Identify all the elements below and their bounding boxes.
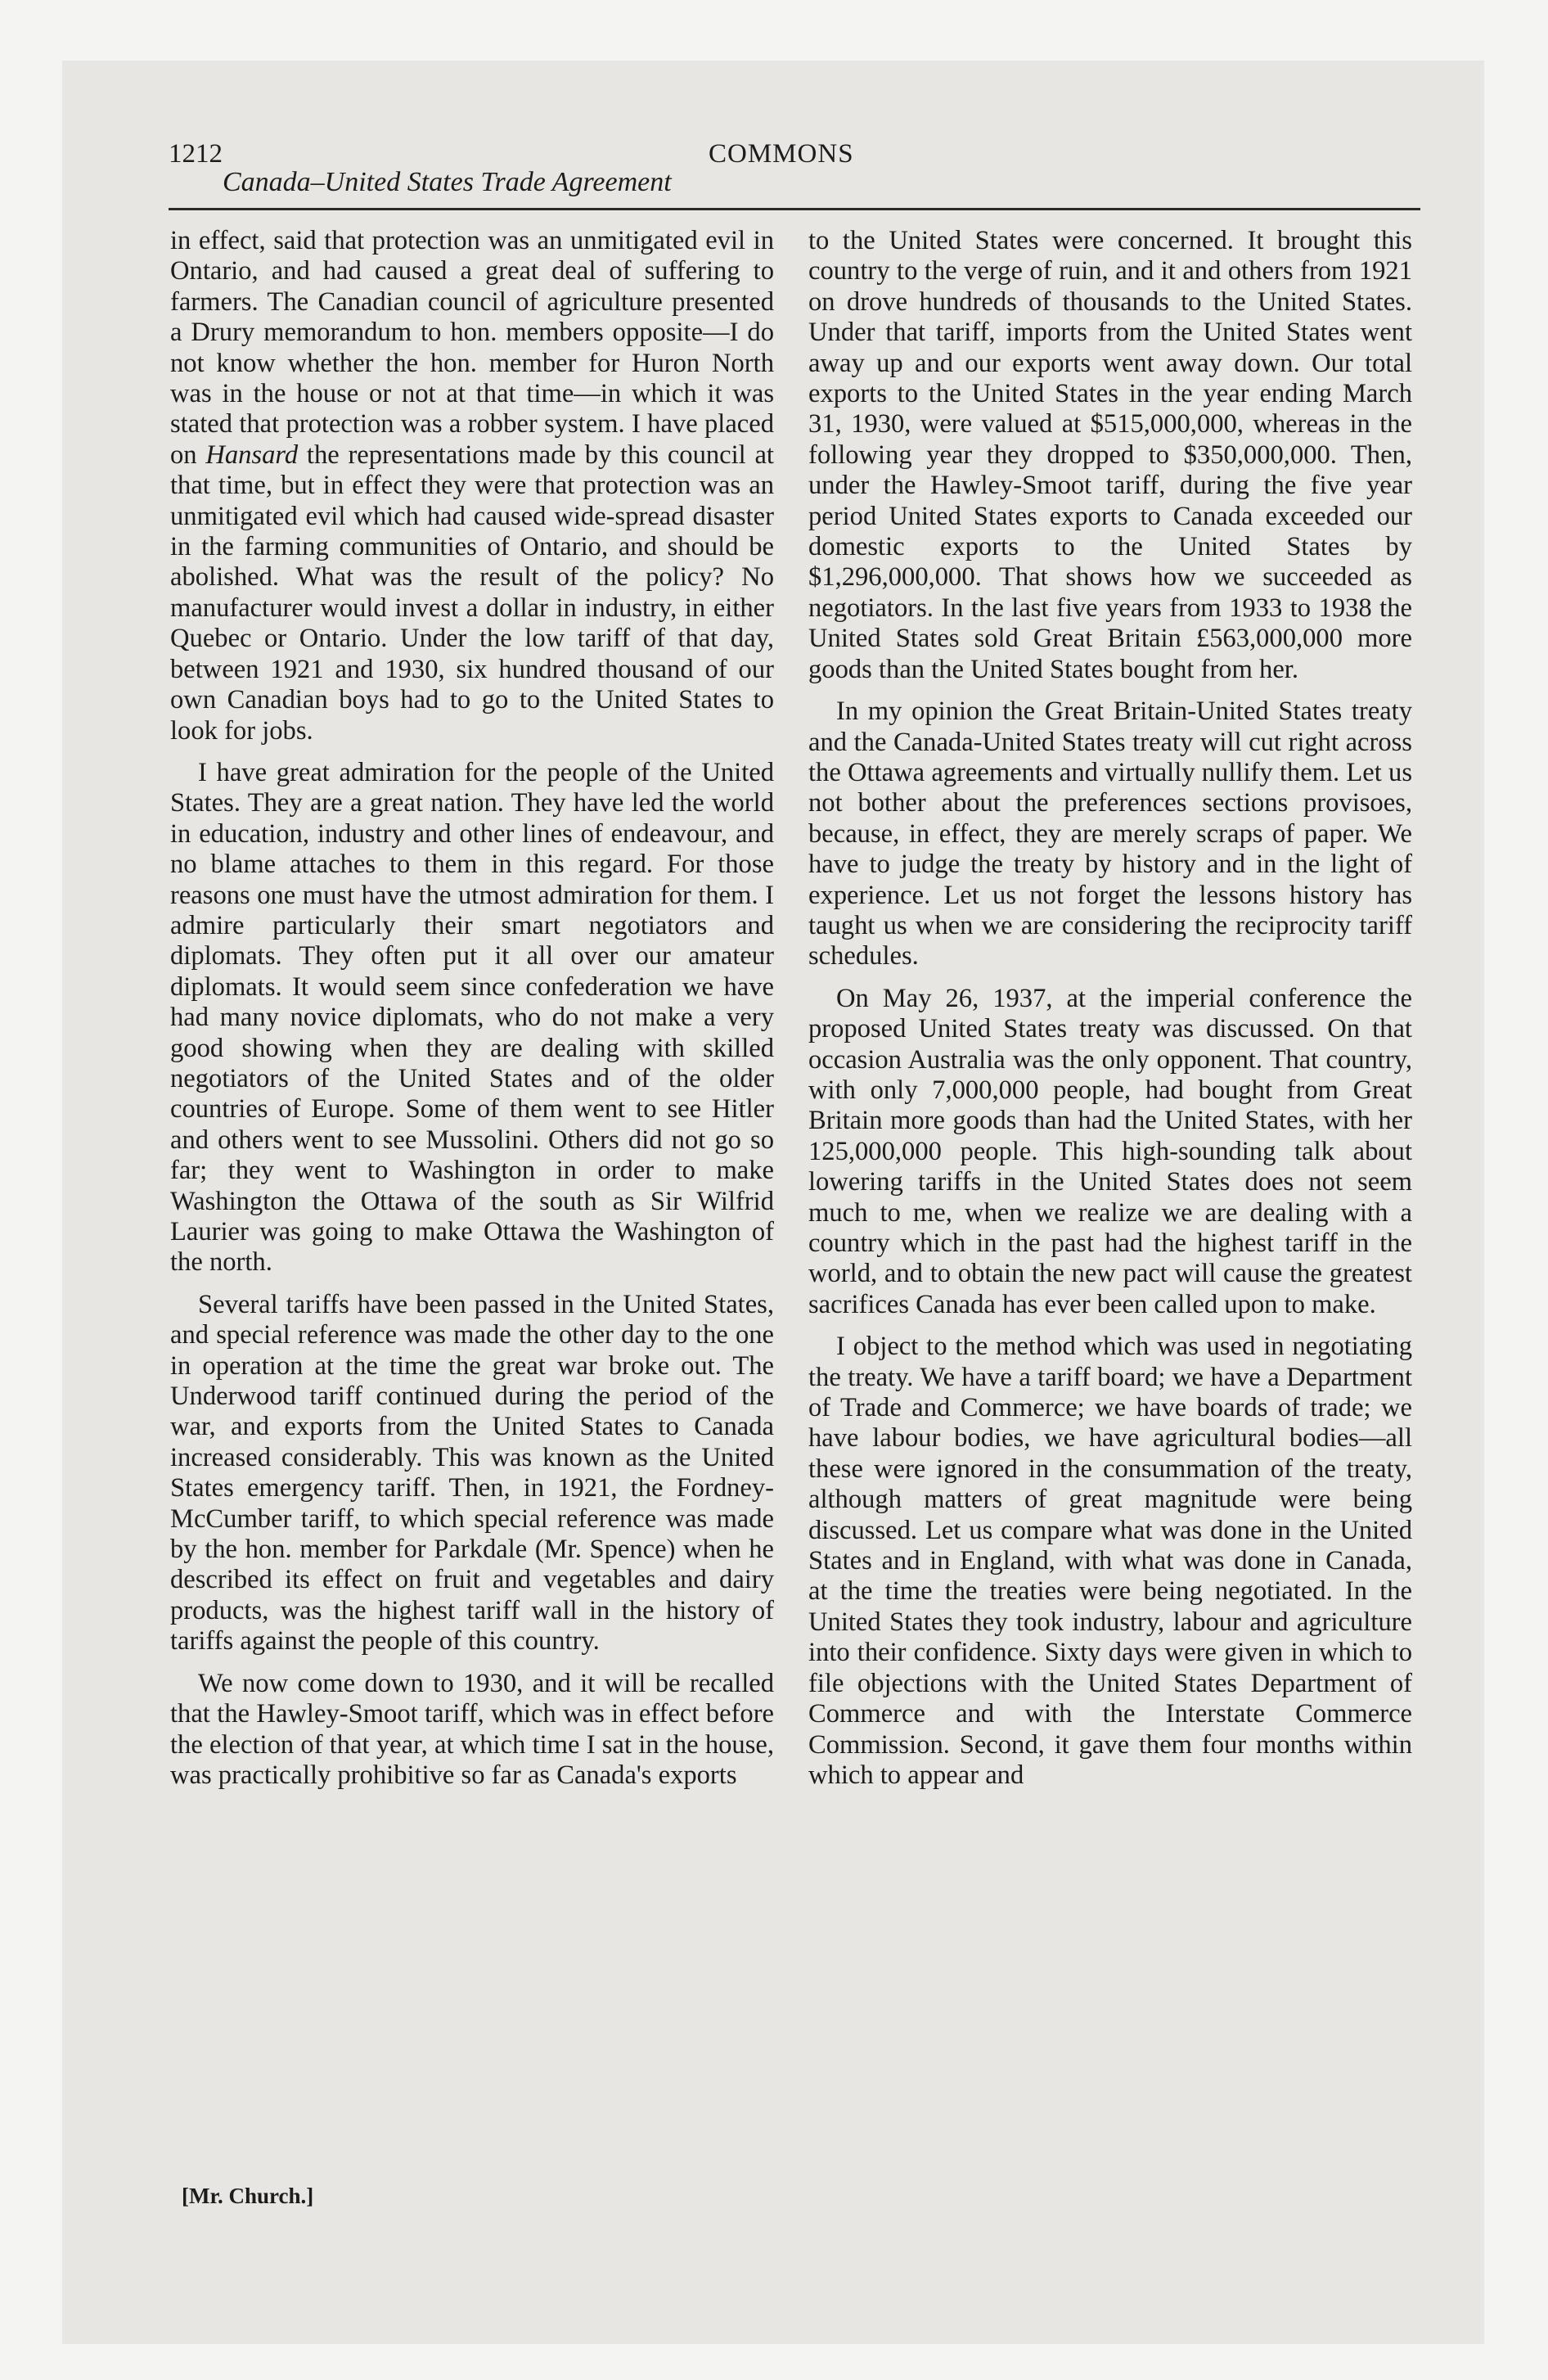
header-divider bbox=[169, 208, 1420, 210]
journal-title: COMMONS bbox=[709, 139, 854, 169]
paragraph: We now come down to 1930, and it will be recalled that the Hawley-Smoot tariff, which was in effect before the election of that year, at which time I sat in the house, was practically prohibitive so far as Canada's exports bbox=[170, 1668, 774, 1790]
paragraph: In my opinion the Great Britain-United States treaty and the Canada-United States treaty will cut right across the Ottawa agreements and virtually nullify them. Let us not bother about the preferences sections provisoes, because, in effect, they are merely scraps of paper. We have to judge the treaty by history and in the light of experience. Let us not forget the lessons history has taught us when we are considering the reciprocity tariff schedules. bbox=[808, 696, 1412, 971]
paragraph: Several tariffs have been passed in the United States, and special reference was made the other day to the one in operation at the time the great war broke out. The Underwood tariff continued during the period of the war, and exports from the United States to Canada increased considerably. This was known as the United States emergency tariff. Then, in 1921, the Fordney-McCumber tariff, to which special reference was made by the hon. member for Parkdale (Mr. Spence) when he described its effect on fruit and vegetables and dairy products, was the highest tariff wall in the history of tariffs against the people of this country. bbox=[170, 1289, 774, 1657]
paragraph: to the United States were concerned. It brought this country to the verge of ruin, and it and others from 1921 on drove hundreds of thousands to the United States. Under that tariff, imports from the United States went away up and our exports went away down. Our total exports to the United States in the year ending March 31, 1930, were valued at $515,000,000, whereas in the following year they dropped to $350,000,000. Then, under the Hawley-Smoot tariff, during the five year period United States exports to Canada exceeded our domestic exports to the United States by $1,296,000,000. That shows how we succeeded as negotiators. In the last five years from 1933 to 1938 the United States sold Great Britain £563,000,000 more goods than the United States bought from her. bbox=[808, 226, 1412, 684]
paragraph: in effect, said that protection was an unmitigated evil in Ontario, and had caused a great deal of suffering to farmers. The Canadian council of agriculture presented a Drury memorandum to hon. members opposite—I do not know whether the hon. member for Huron North was in the house or not at that time—in which it was stated that protection was a robber system. I have placed on Hansard the representations made by this council at that time, but in effect they were that protection was an unmitigated evil which had caused wide-spread disaster in the farming communities of Ontario, and should be abolished. What was the result of the policy? No manufacturer would invest a dollar in industry, in either Quebec or Ontario. Under the low tariff of that day, between 1921 and 1930, six hundred thousand of our own Canadian boys had to go to the United States to look for jobs. bbox=[170, 226, 774, 746]
paragraph: I have great admiration for the people of the United States. They are a great nation. They have led the world in education, industry and other lines of endeavour, and no blame attaches to them in this regard. For those reasons one must have the utmost admiration for them. I admire particularly their smart negotiators and diplomats. They often put it all over our amateur diplomats. It would seem since confederation we have had many novice diplomats, who do not make a very good showing when they are dealing with skilled negotiators of the United States and of the older countries of Europe. Some of them went to see Hitler and others went to see Mussolini. Others did not go so far; they went to Washington in order to make Washington the Ottawa of the south as Sir Wilfrid Laurier was going to make Ottawa the Washington of the north. bbox=[170, 757, 774, 1278]
section-title: Canada–United States Trade Agreement bbox=[223, 167, 672, 197]
paragraph: I object to the method which was used in negotiating the treaty. We have a tariff board; we have a Department of Trade and Commerce; we have boards of trade; we have labour bodies, we have agricultural bodies—all these were ignored in the consummation of the treaty, although matters of great magnitude were being discussed. Let us compare what was done in the United States and in England, with what was done in Canada, at the time the treaties were being negotiated. In the United States they took industry, labour and agriculture into their confidence. Sixty days were given in which to file objections with the United States Department of Commerce and with the Interstate Commerce Commission. Second, it gave them four months within which to appear and bbox=[808, 1332, 1412, 1790]
speaker-footer: [Mr. Church.] bbox=[182, 2184, 314, 2208]
left-column bbox=[170, 226, 774, 1802]
right-column bbox=[808, 226, 1412, 1802]
page-number: 1212 bbox=[169, 139, 223, 169]
paragraph: On May 26, 1937, at the imperial conference the proposed United States treaty was discussed. On that occasion Australia was the only opponent. That country, with only 7,000,000 people, had bought from Great Britain more goods than had the United States, with her 125,000,000 people. This high-sounding talk about lowering tariffs in the United States does not seem much to me, when we realize we are dealing with a country which in the past had the highest tariff in the world, and to obtain the new pact will cause the greatest sacrifices Canada has ever been called upon to make. bbox=[808, 983, 1412, 1319]
